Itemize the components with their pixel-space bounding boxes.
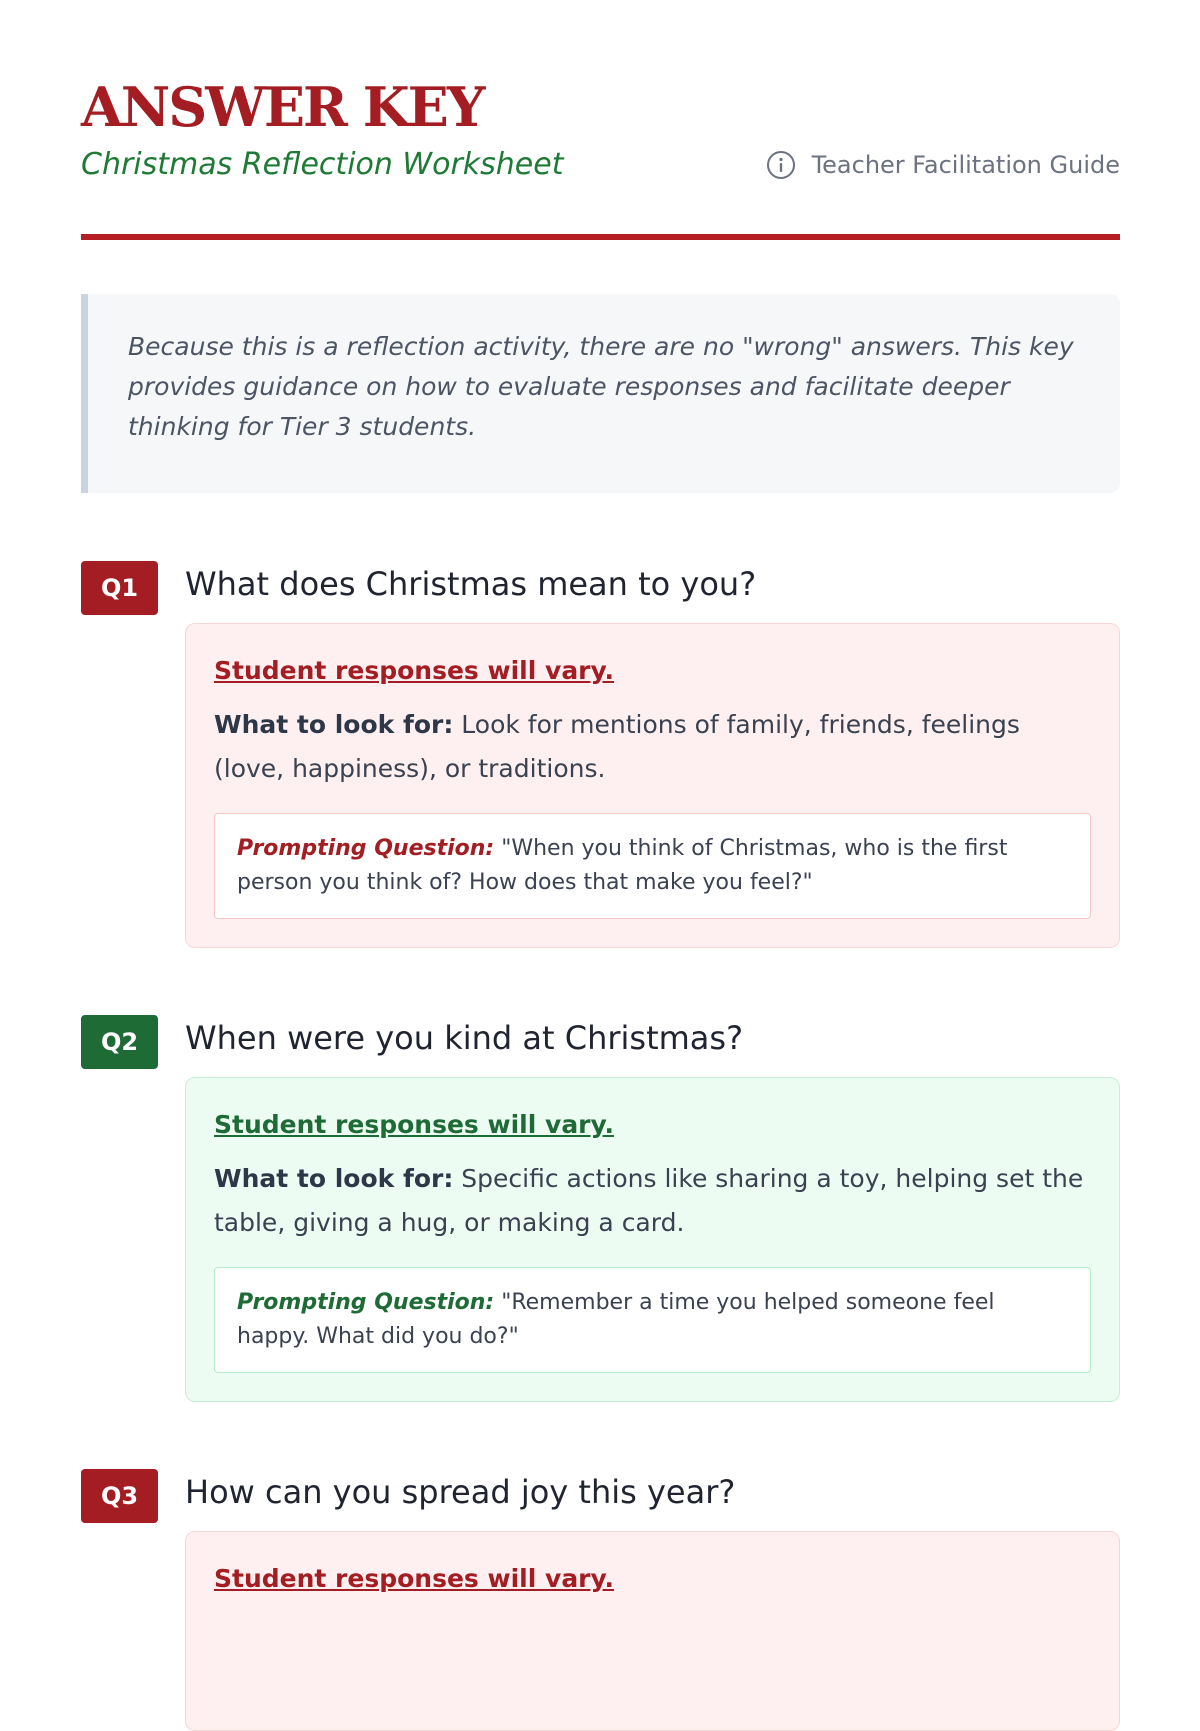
info-circle-icon	[766, 150, 796, 180]
question-text: When were you kind at Christmas?	[185, 1019, 744, 1057]
prompting-question-label: Prompting Question:	[237, 1290, 495, 1315]
prompting-question-label: Prompting Question:	[237, 836, 495, 861]
look-for-body: Look for mentions of family, friends, feelings (love, happiness), or traditions.	[214, 710, 1020, 783]
responses-vary-note: Student responses will vary.	[214, 1564, 615, 1593]
look-for-text	[214, 703, 1091, 791]
page-subtitle: Christmas Reflection Worksheet	[81, 147, 564, 182]
header-divider	[81, 234, 1120, 240]
look-for-label: What to look for:	[214, 710, 454, 739]
answer-key-page	[81, 0, 1120, 1593]
question-badge: Q2	[81, 1015, 158, 1069]
look-for-label: What to look for:	[214, 1164, 454, 1193]
look-for-body: Specific actions like sharing a toy, helping set the table, giving a hug, or making a card.	[214, 1164, 1084, 1237]
intro-note: Because this is a reflection activity, there are no "wrong" answers. This key provides guidance on how to evaluate responses and facilitate deeper thinking for Tier 3 students.	[81, 294, 1120, 493]
prompting-question-text: "Remember a time you helped someone feel happy. What did you do?"	[237, 1290, 995, 1349]
prompting-question-box	[214, 813, 1091, 919]
prompting-question-box	[214, 1267, 1091, 1373]
answer-guide-box	[185, 1531, 1120, 1731]
teacher-guide-label	[766, 150, 1120, 180]
look-for-text	[214, 1157, 1091, 1245]
question-badge: Q3	[81, 1469, 158, 1523]
question-text: What does Christmas mean to you?	[185, 565, 757, 603]
answer-guide-box	[185, 1077, 1120, 1402]
page-title: ANSWER KEY	[81, 75, 484, 139]
responses-vary-note: Student responses will vary.	[214, 1110, 615, 1139]
prompting-question-text: "When you think of Christmas, who is the first person you think of? How does that make you feel?"	[237, 836, 1008, 895]
question-text: How can you spread joy this year?	[185, 1473, 736, 1511]
teacher-guide-text: Teacher Facilitation Guide	[811, 151, 1120, 179]
page-header	[81, 0, 1120, 242]
responses-vary-note: Student responses will vary.	[214, 656, 615, 685]
question-badge: Q1	[81, 561, 158, 615]
answer-guide-box	[185, 623, 1120, 948]
